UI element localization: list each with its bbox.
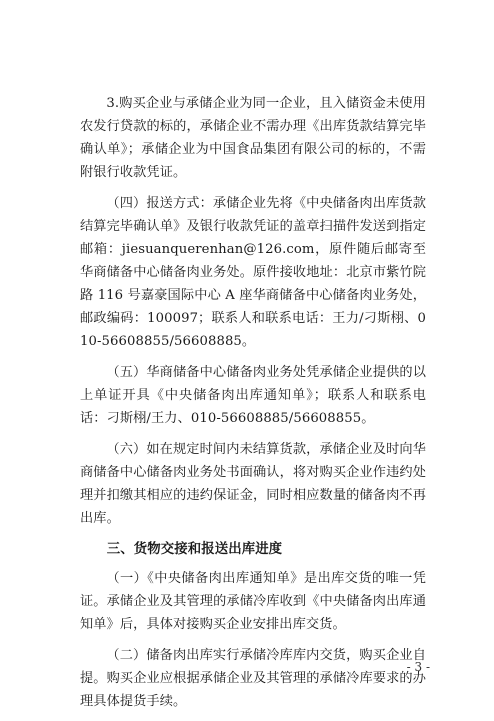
section-heading: 三、货物交接和报送出库进度 <box>106 542 283 557</box>
page-number: - 3 - <box>406 660 430 674</box>
paragraph-notice-issuance: （五）华商储备中心储备肉业务处凭承储企业提供的以上单证开具《中央储备肉出库通知单》；联系人和联系电话：刁斯栩/王力、010-56608885/56608855。 <box>80 365 426 426</box>
paragraph-warehouse-delivery: （二）储备肉出库实行承储冷库库内交货，购买企业自提。购买企业应根据承储企业及其管理的承储冷库要求的办理具体提货手续。 <box>80 648 426 709</box>
document-body <box>80 92 426 721</box>
paragraph-item-3: 3.购买企业与承储企业为同一企业，且入储资金未使用农发行贷款的标的，承储企业不需办理《出库货款结算完毕确认单》；承储企业为中国食品集团有限公司的标的，不需附银行收款凭证。 <box>80 96 426 180</box>
paragraph-submission-method: （四）报送方式：承储企业先将《中央储备肉出库货款结算完毕确认单》及银行收款凭证的盖章扫描件发送到指定邮箱：jiesuanquerenhan@126.com，原件随后邮寄至华商储备中心储备肉业务处。原件接收地址：北京市紫竹院路 116 号嘉豪国际中心 A 座华商储备中心储备肉业务处，邮政编码：100097；联系人和联系电话：王力/刁斯栩、010-56608855/56608885。 <box>80 196 426 349</box>
paragraph-delivery-voucher: （一）《中央储备肉出库通知单》是出库交货的唯一凭证。承储企业及其管理的承储冷库收到《中央储备肉出库通知单》后，具体对接购买企业安排出库交货。 <box>80 571 426 632</box>
paragraph-default-handling: （六）如在规定时间内未结算货款，承储企业及时向华商储备中心储备肉业务处书面确认，将对购买企业作违约处理并扣缴其相应的违约保证金，同时相应数量的储备肉不再出库。 <box>80 442 426 526</box>
